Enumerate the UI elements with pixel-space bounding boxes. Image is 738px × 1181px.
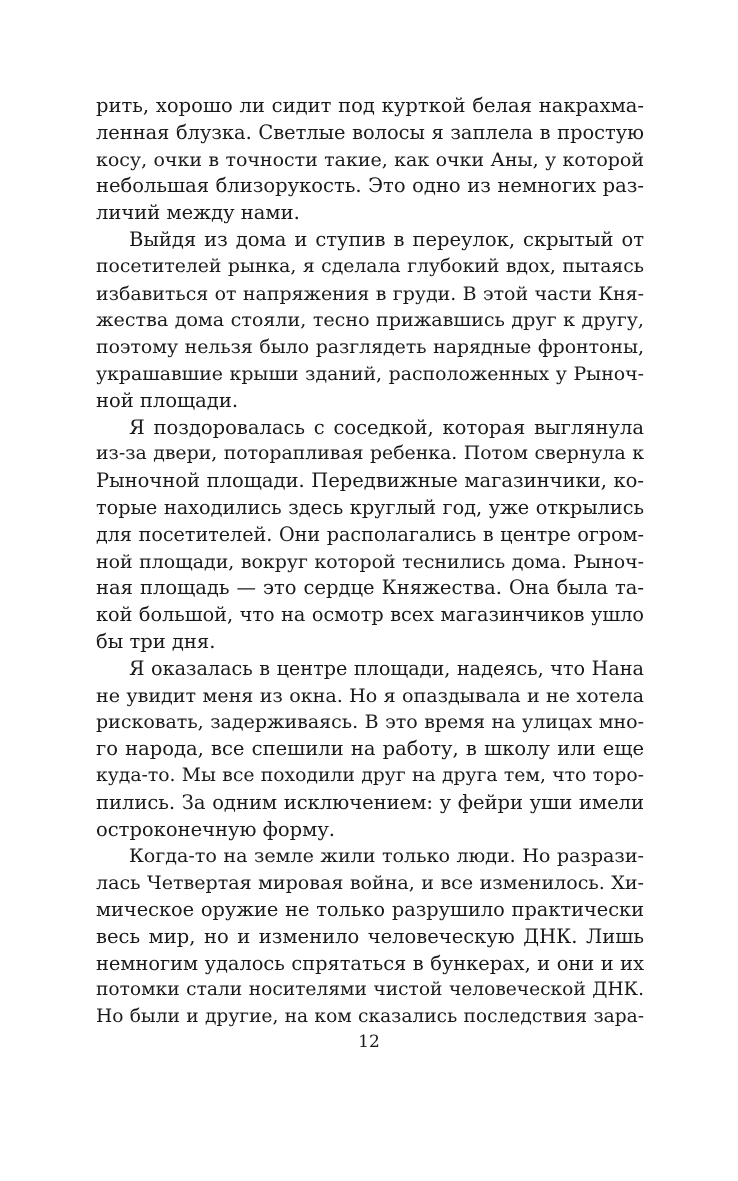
text-line: жества дома стояли, тесно прижавшись друг к другу, — [96, 308, 644, 332]
text-line: кой большой, что на осмотр всех магазинчиков ушло — [96, 603, 644, 627]
text-line: ной площади, вокруг которой теснились дома. Рыноч- — [96, 550, 644, 573]
text-line: мическое оружие не только разрушило практически — [96, 897, 644, 921]
text-line: из-за двери, поторапливая ребенка. Потом свернула к — [96, 443, 644, 465]
page-text — [96, 93, 644, 1031]
text-line: куда-то. Мы все походили друг на друга тем, что торо- — [96, 764, 644, 786]
text-line: бы три дня. — [96, 629, 216, 653]
text-line: украшавшие крыши зданий, расположенных у Рыноч- — [96, 362, 644, 385]
text-line: потомки стали носителями чистой человеческой ДНК. — [96, 979, 644, 1001]
text-line: для посетителей. Они располагались в центре огром- — [96, 522, 644, 546]
text-line: остроконечную форму. — [96, 817, 335, 841]
text-line: ная площадь — это сердце Княжества. Она была та- — [96, 576, 644, 600]
text-line: весь мир, но и изменило человеческую ДНК. Лишь — [96, 924, 644, 948]
text-line: посетителей рынка, я сделала глубокий вдох, пытаясь — [96, 255, 644, 277]
text-line: лась Четвертая мировая война, и все изменилось. Хи- — [96, 872, 644, 895]
text-line: Рыночной площади. Передвижные магазинчики, ко- — [96, 469, 644, 493]
text-line: личий между нами. — [96, 201, 300, 225]
text-line: Когда-то на земле жили только люди. Но разрази- — [129, 844, 644, 868]
text-line: поэтому нельзя было разглядеть нарядные фронтоны, — [96, 336, 644, 359]
text-line: небольшая близорукость. Это одно из немногих раз- — [96, 174, 644, 198]
text-line: Я поздоровалась с соседкой, которая выглянула — [129, 415, 644, 439]
text-line: Выйдя из дома и ступив в переулок, скрытый от — [129, 227, 644, 251]
text-line: Но были и другие, на ком сказались последствия зара- — [96, 1006, 644, 1028]
text-line: рить, хорошо ли сидит под курткой белая накрахма- — [96, 94, 644, 117]
text-line: избавиться от напряжения в груди. В этой части Кня- — [96, 282, 644, 305]
text-line: рисковать, задерживаясь. В это время на улицах мно- — [96, 711, 644, 734]
text-line: Я оказалась в центре площади, надеясь, что Нана — [129, 656, 644, 680]
text-line: ной площади. — [96, 388, 239, 412]
text-line: немногим удалось спрятаться в бункерах, и они и их — [96, 951, 644, 975]
text-line: не увидит меня из окна. Но я опаздывала и не хотела — [96, 683, 644, 707]
text-line: косу, очки в точности такие, как очки Аны, у которой — [96, 148, 644, 171]
text-line: го народа, все спешили на работу, в школу или еще — [96, 737, 644, 761]
text-line: пились. За одним исключением: у фейри уши имели — [96, 790, 644, 814]
text-line: ленная блузка. Светлые волосы я заплела в простую — [96, 120, 644, 144]
text-line: торые находились здесь круглый год, уже открылись — [96, 495, 644, 519]
page-number: 12 — [358, 1032, 380, 1052]
